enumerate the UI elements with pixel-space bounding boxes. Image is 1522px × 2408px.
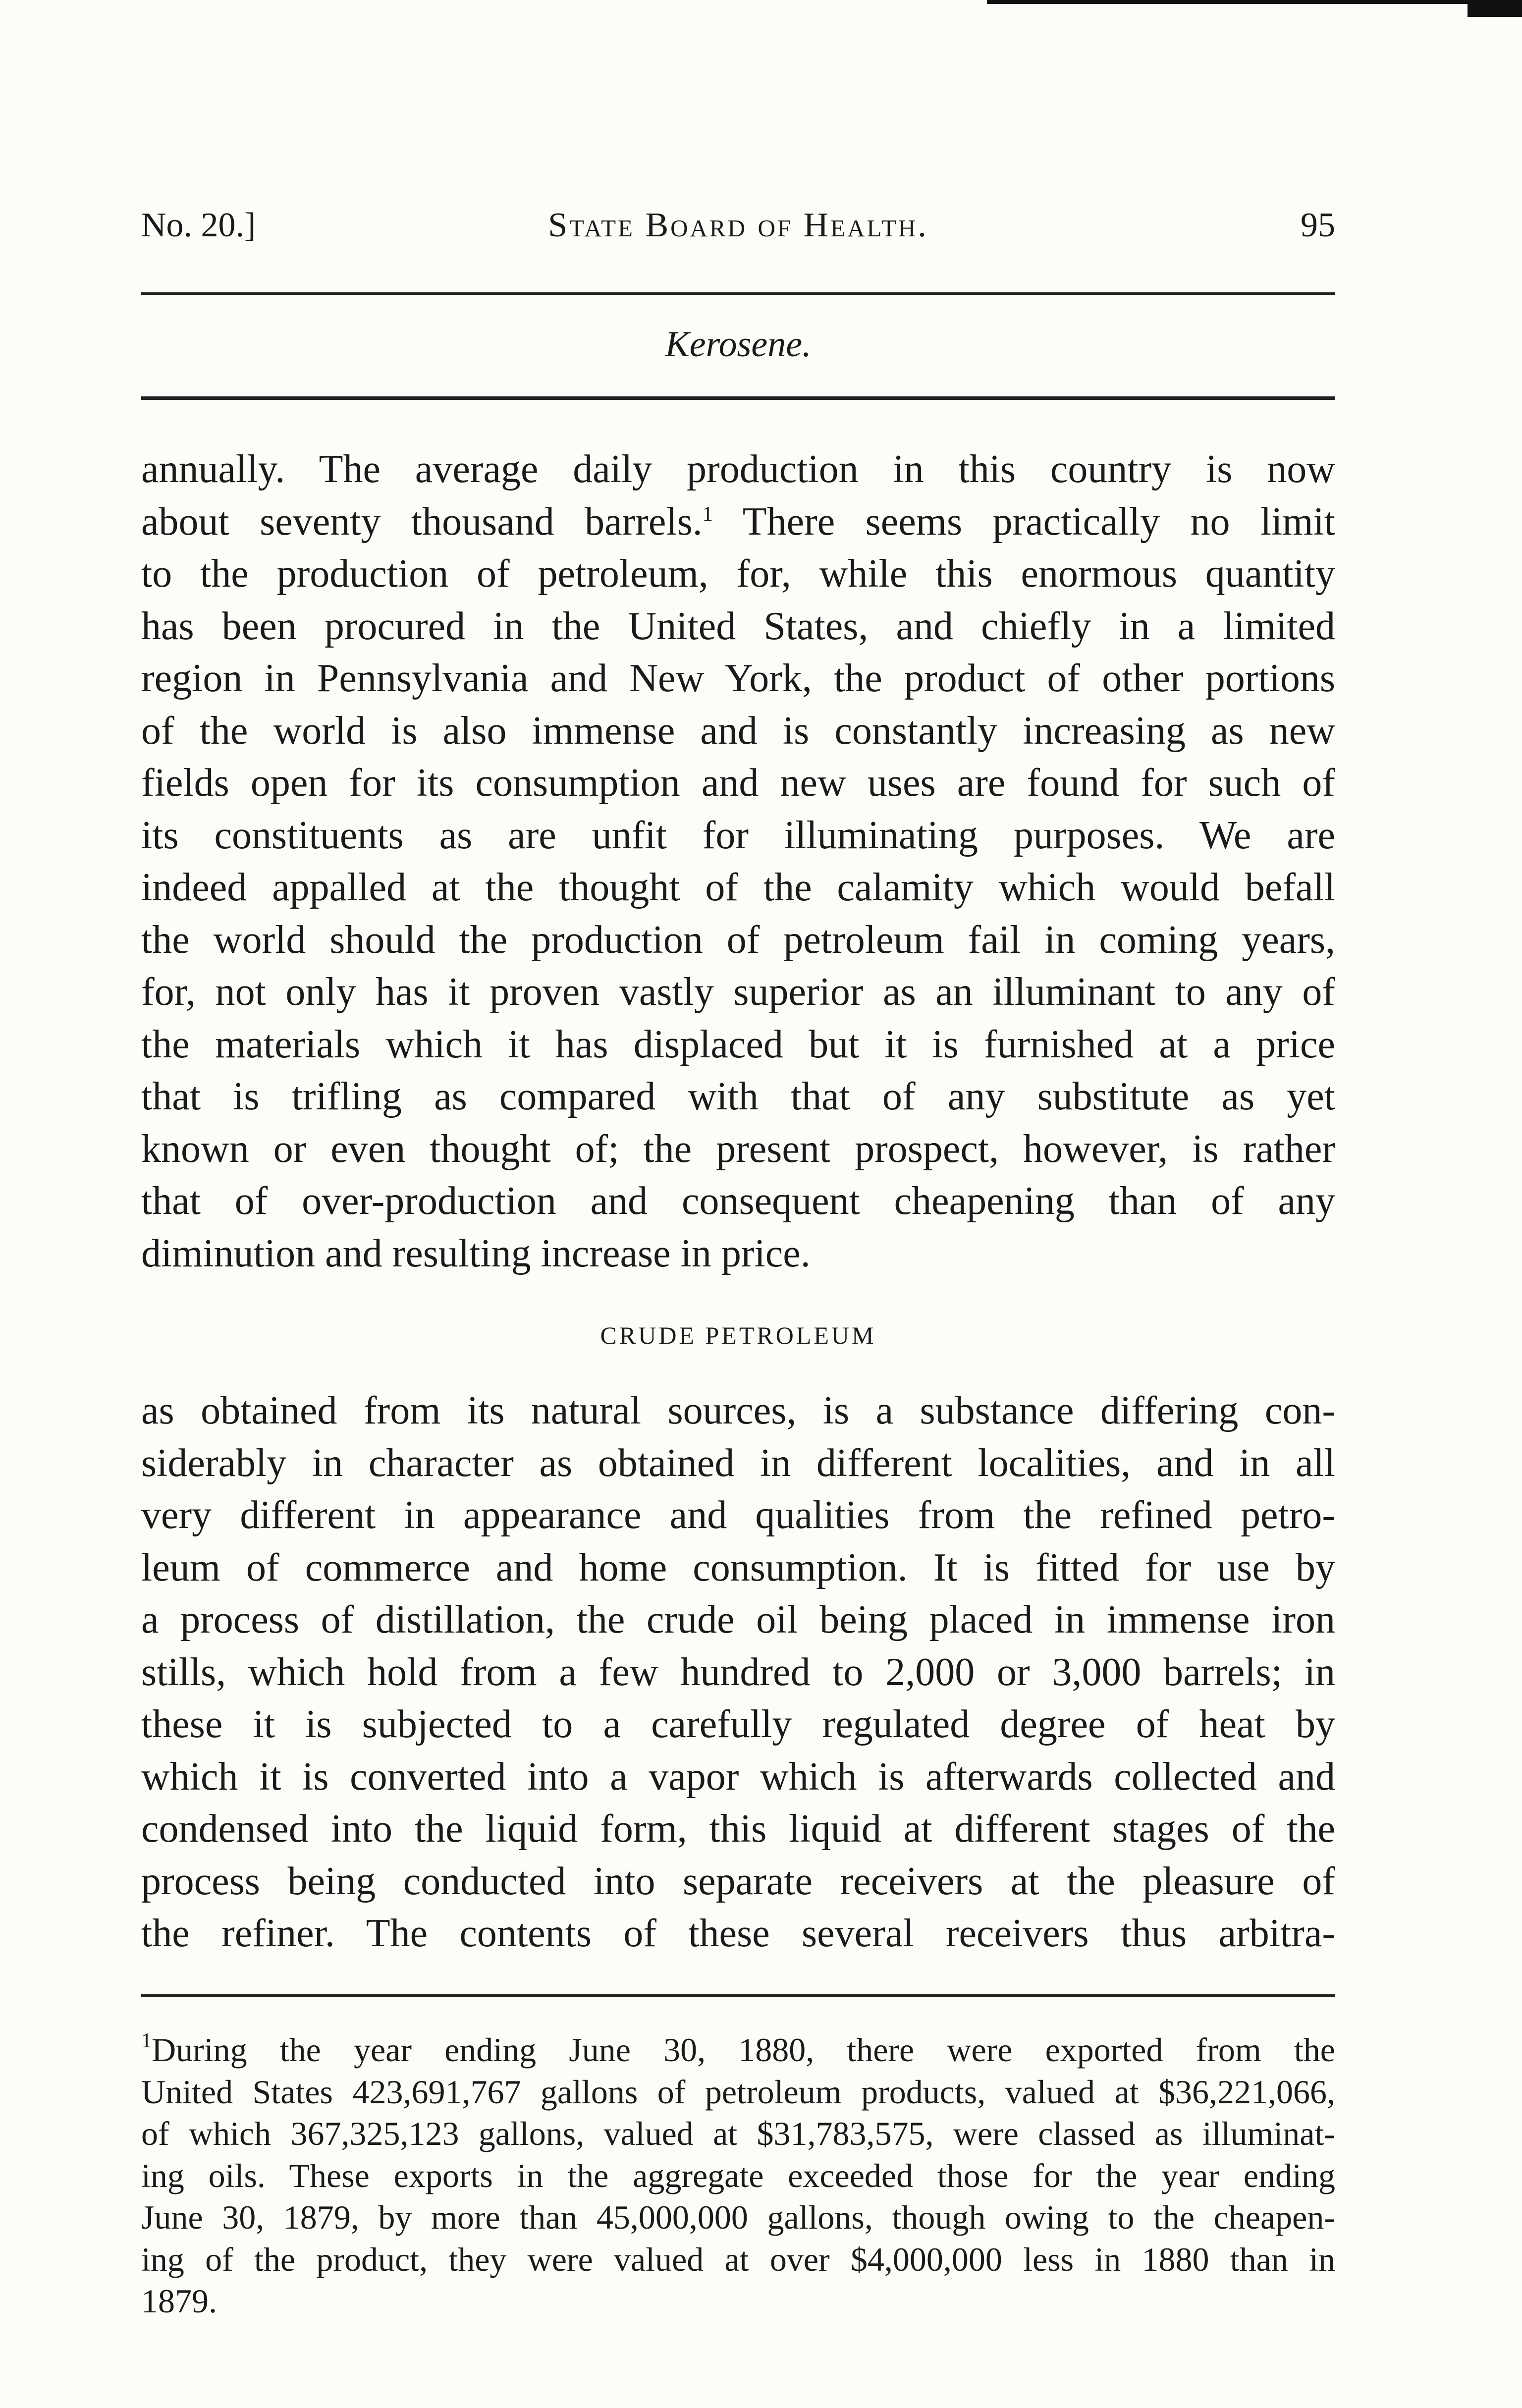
text-line: indeed appalled at the thought of the calamity which would befall xyxy=(141,866,1335,909)
text-line: condensed into the liquid form, this liquid at different stages of the xyxy=(141,1807,1335,1851)
footnote-reference: 1 xyxy=(702,502,713,526)
text-line: fields open for its consumption and new uses are found for such of xyxy=(141,761,1335,805)
text-line: a process of distillation, the crude oil being placed in immense iron xyxy=(141,1598,1335,1642)
text-line: that is trifling as compared with that of any substitute as yet xyxy=(141,1075,1335,1118)
text-line: known or even thought of; the present prospect, however, is rather xyxy=(141,1127,1335,1171)
text-line: leum of commerce and home consumption. It is fitted for use by xyxy=(141,1545,1335,1589)
footnote xyxy=(141,2029,1335,2322)
page-header xyxy=(141,198,1335,253)
text-line xyxy=(141,496,1335,548)
text-fragment: There seems practically no limit xyxy=(742,499,1335,544)
footnote-marker: 1 xyxy=(141,2029,152,2052)
page-number: 95 xyxy=(1301,206,1335,244)
text-line: has been procured in the United States, and chiefly in a limited xyxy=(141,604,1335,648)
text-line: its constituents as are unfit for illuminating purposes. We are xyxy=(141,813,1335,857)
title-rule xyxy=(141,396,1335,400)
text-fragment: about seventy thousand barrels. xyxy=(141,499,703,544)
footnote-line: ing oils. These exports in the aggregate exceeded those for the year ending xyxy=(141,2156,1335,2194)
text-line: of the world is also immense and is constantly increasing as new xyxy=(141,709,1335,753)
text-line: to the production of petroleum, for, while this enormous quantity xyxy=(141,552,1335,596)
publication-title: State Board of Health. xyxy=(548,206,928,244)
text-line: the world should the production of petroleum fail in coming years, xyxy=(141,918,1335,962)
text-line: region in Pennsylvania and New York, the product of other portions xyxy=(141,657,1335,700)
text-line: very different in appearance and qualities from the refined petro- xyxy=(141,1493,1335,1537)
text-line: as obtained from its natural sources, is a substance differing con- xyxy=(141,1389,1335,1432)
footnote-line: 1879. xyxy=(141,2282,217,2320)
text-line: the materials which it has displaced but it is furnished at a price xyxy=(141,1022,1335,1066)
text-line: diminution and resulting increase in price. xyxy=(141,1231,811,1275)
text-line: the refiner. The contents of these several receivers thus arbitra- xyxy=(141,1912,1335,1955)
paragraph-crude-petroleum xyxy=(141,1385,1335,1960)
footnote-line: ing of the product, they were valued at over $4,000,000 less in 1880 than in xyxy=(141,2240,1335,2278)
footnote-rule xyxy=(141,1994,1335,1997)
header-rule xyxy=(141,292,1335,295)
text-line: annually. The average daily production in this country is now xyxy=(141,447,1335,491)
paragraph-kerosene-production xyxy=(141,443,1335,1280)
footnote-line: United States 423,691,767 gallons of petroleum products, valued at $36,221,066, xyxy=(141,2073,1335,2111)
text-line: that of over-production and consequent cheapening than of any xyxy=(141,1179,1335,1223)
text-fragment: During the year ending June 30, 1880, there were exported from the xyxy=(152,2031,1335,2069)
text-line: stills, which hold from a few hundred to 2,000 or 3,000 barrels; in xyxy=(141,1650,1335,1694)
page-edge-mark xyxy=(987,0,1522,17)
footnote-line: of which 367,325,123 gallons, valued at $31,783,575, were classed as illuminat- xyxy=(141,2115,1335,2152)
footnote-line: June 30, 1879, by more than 45,000,000 gallons, though owing to the cheapen- xyxy=(141,2198,1335,2236)
footnote-line xyxy=(141,2029,1335,2071)
document-number: No. 20.] xyxy=(141,206,256,244)
text-line: which it is converted into a vapor which is afterwards collected and xyxy=(141,1754,1335,1799)
text-line: for, not only has it proven vastly superior as an illuminant to any of xyxy=(141,970,1335,1014)
text-line: process being conducted into separate receivers at the pleasure of xyxy=(141,1859,1335,1903)
text-line: these it is subjected to a carefully regulated degree of heat by xyxy=(141,1702,1335,1746)
section-heading: CRUDE PETROLEUM xyxy=(600,1321,876,1349)
running-title: Kerosene. xyxy=(665,324,812,365)
text-line: siderably in character as obtained in different localities, and in all xyxy=(141,1441,1335,1485)
